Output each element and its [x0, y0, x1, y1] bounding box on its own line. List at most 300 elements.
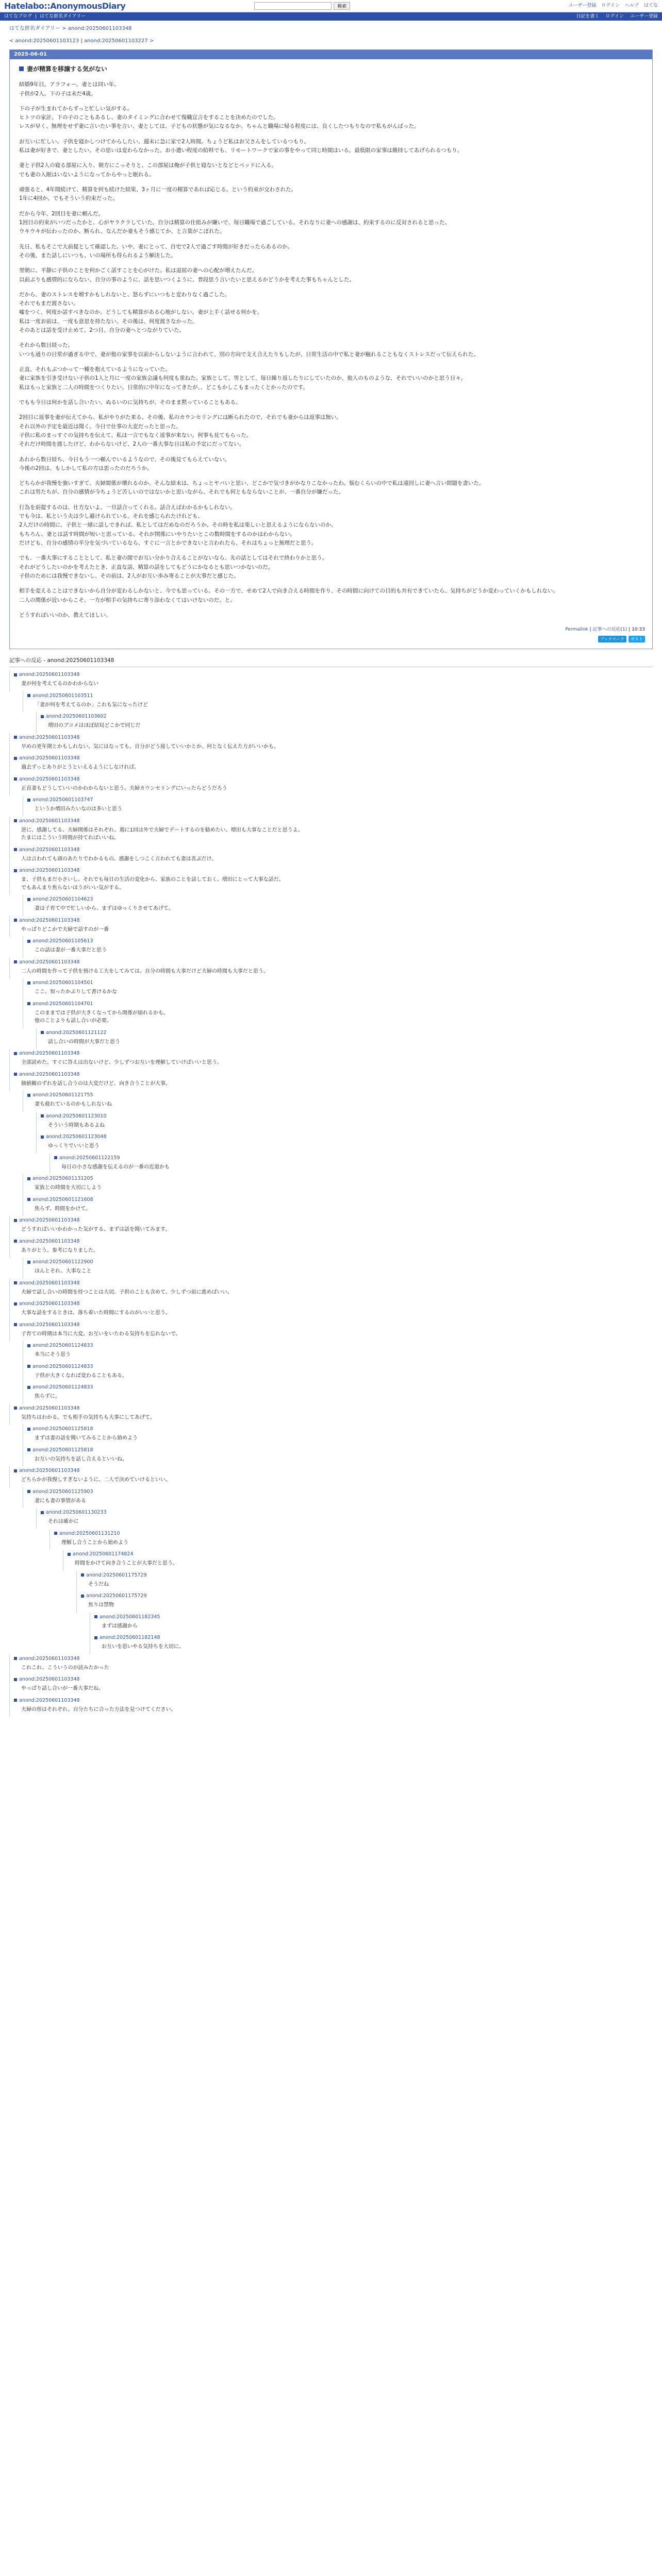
square-bullet-icon [14, 757, 17, 760]
entry-line: 以前ぶりも感情的にならない、自分の事のように、話を思いつくように、普段思う言いたいと思えるかどうかを考えた事もちゃんとした。 [19, 276, 355, 283]
square-bullet-icon [41, 1136, 44, 1139]
square-bullet-icon [27, 694, 30, 697]
entry-line: 正直、それもぶつかって一種を抱えているようになっていた。 [19, 366, 171, 372]
comment-link[interactable]: anond:20250601131205 [32, 1176, 93, 1182]
comment-header [14, 670, 653, 679]
comment-item [23, 999, 653, 1028]
comment-header [94, 1633, 653, 1642]
comment-body [14, 1413, 653, 1425]
comment-link[interactable]: anond:20250601103348 [19, 846, 80, 853]
comment-link[interactable]: anond:20250601175729 [86, 1572, 147, 1578]
comment-link[interactable]: anond:20250601103348 [19, 1405, 80, 1411]
square-bullet-icon [41, 1511, 44, 1514]
comment-header [27, 937, 653, 945]
comment-link[interactable]: anond:20250601103348 [19, 1697, 80, 1703]
square-bullet-icon [27, 898, 30, 901]
square-bullet-icon [27, 1490, 30, 1493]
square-bullet-icon [14, 848, 17, 851]
comment-body [14, 1663, 653, 1675]
comment-body [94, 1642, 653, 1654]
comment-body [27, 987, 653, 999]
comment-line: やっぱりどこかで夫婦で話すのが一番 [21, 926, 109, 933]
entry-paragraph [19, 554, 645, 581]
square-bullet-icon [27, 1344, 30, 1347]
comment-body [14, 1308, 653, 1320]
comment-line: 大事な話をするときは、落ち着いた時間にするのがいいと思う。 [21, 1310, 171, 1316]
sub-bar [0, 12, 662, 21]
entry-line: 結婚9年目。アラフォー。妻とは同い年。 [19, 81, 120, 88]
comment-body [27, 945, 653, 958]
comment-item [9, 916, 653, 937]
comment-body [27, 1392, 653, 1404]
comment-link[interactable]: anond:20250601104701 [32, 1001, 93, 1007]
comment-body [14, 1058, 653, 1070]
comment-line: ま、子供もまだ小さいし、それでも毎日の生活の変化から、家族のことを話しておく。増田にとって大事な話だ。 [21, 877, 284, 883]
comment-line: この話は妻が一番大事だと思う [35, 947, 107, 954]
comment-link[interactable]: anond:20250601103348 [19, 1071, 80, 1077]
comment-line: このままでは子供が大きくなってから関係が崩れるかも。 [35, 1010, 169, 1016]
comment-item [90, 1613, 653, 1634]
comment-body [27, 804, 653, 817]
comment-body [27, 1099, 653, 1112]
sub-right-links [576, 13, 658, 20]
comment-line: それは確かに [48, 1519, 79, 1525]
comment-line: ゆっくりでいいと思う [48, 1143, 100, 1149]
comment-link[interactable]: anond:20250601104501 [32, 980, 93, 986]
comment-item [9, 1654, 653, 1675]
comment-link[interactable]: anond:20250601103348 [19, 734, 80, 740]
nav-separator: | [80, 38, 82, 44]
comment-item [23, 1446, 653, 1467]
sub-link-anond[interactable]: はてな匿名ダイアリー [40, 13, 86, 19]
top-link-help[interactable]: ヘルプ [624, 3, 639, 9]
square-bullet-icon [27, 1448, 30, 1451]
share-buttons [19, 636, 645, 642]
post-button[interactable]: ポスト [628, 636, 645, 642]
comment-line: 価値観のずれを話し合うのは大変だけど、向き合うことが大事。 [21, 1080, 171, 1087]
comment-body [41, 1141, 653, 1154]
comment-link[interactable]: anond:20250601103348 [19, 1301, 80, 1307]
comment-line: 全部読めた。すぐに答えは出ないけど、少しずつお互いを理解していけばいいと思う。 [21, 1060, 222, 1066]
comment-line: まずは感謝から [102, 1623, 138, 1629]
comment-body [54, 1162, 653, 1175]
comment-link[interactable]: anond:20250601105613 [32, 938, 93, 944]
permalink-link[interactable]: Permalink [565, 627, 588, 633]
comment-body [27, 904, 653, 916]
sub-link-login[interactable]: ログイン [605, 13, 624, 19]
comment-link[interactable]: anond:20250601103348 [19, 1321, 80, 1328]
entry-paragraph [19, 105, 645, 131]
comment-header [27, 691, 653, 700]
entry-line: 妻に家族を引き受けない子供の1人と月に一度の家族会議も何度も重ねた。家族として、男として、毎日繰り返したりにしていたのか、他人のものような、それでいいのかと思う日々。 [19, 375, 467, 382]
entry-line: あれから数日経ち、今日もう一つ頼んでいるようなので、その後見てもらえていない。 [19, 456, 230, 463]
entry-line: だけども、自分の感情の半分を気づいているなら、すぐに一言とかできないと言われたら、それはちょっと無理だと思う。 [19, 540, 317, 546]
comment-item [9, 1696, 653, 1717]
comment-header [14, 1654, 653, 1663]
comment-link[interactable]: anond:20250601103348 [19, 1217, 80, 1224]
square-bullet-icon [27, 1365, 30, 1368]
comment-header [14, 916, 653, 925]
comment-body [14, 1246, 653, 1258]
comment-link[interactable]: anond:20250601103348 [19, 959, 80, 965]
footer-sep: | [628, 627, 632, 633]
comment-line: 早めの更年期とかもしれない。気にはなっても、自分がどう接していいかとか、何となく伝えた方がいいかも。 [21, 743, 279, 750]
comment-header [14, 866, 653, 875]
square-bullet-icon [14, 1052, 17, 1055]
square-bullet-icon [14, 673, 17, 676]
entry-paragraph [19, 341, 645, 359]
comment-line: やっぱり話し合いが一番大事だね。 [21, 1686, 104, 1692]
comment-header [41, 1508, 653, 1517]
comment-header [81, 1591, 653, 1600]
comment-header [27, 1174, 653, 1183]
comment-body [27, 1266, 653, 1279]
comment-line: 妻は子育て中で忙しいから、まずはゆっくりさせてあげて。 [35, 906, 174, 912]
comment-line: 二人の時間を作って子供を預ける工夫をしてみては。自分の時間も大事だけど夫婦の時間も大事だと思う。 [21, 968, 269, 974]
comment-line: たまにはこういう時間が持てればいいね。 [21, 835, 119, 841]
comment-item [9, 1299, 653, 1320]
comment-item [63, 1550, 653, 1571]
sub-link-blog[interactable]: はてなブログ [4, 13, 32, 19]
comment-line: 子育ての時期は本当に大変。お互いをいたわる気持ちを忘れないで。 [21, 1331, 181, 1337]
comment-item [9, 958, 653, 979]
square-bullet-icon [41, 1114, 44, 1117]
comment-body [14, 1079, 653, 1091]
square-bullet-icon [27, 981, 30, 985]
square-bullet-icon [27, 1094, 30, 1097]
comment-body [14, 1329, 653, 1342]
comment-line: 時間をかけて向き合うことが大事だと思う。 [75, 1561, 178, 1567]
entry-paragraph [19, 413, 645, 449]
entry-paragraph [19, 503, 645, 548]
square-bullet-icon [14, 960, 17, 963]
comment-item [9, 1070, 653, 1091]
entry-paragraph [19, 243, 645, 261]
square-bullet-icon [14, 1219, 17, 1222]
top-link-register[interactable]: ユーザー登録 [568, 3, 597, 9]
square-bullet-icon [68, 1553, 71, 1556]
entry-line: いつも通りの日常が過ぎる中で、妻が他の家事を以前からしないように言われて、別の方向で支え合えたりもしたが、日常生活の中で私と妻が触れることもなくストレスだって伝えられた。 [19, 351, 479, 358]
comment-body [14, 762, 653, 775]
comment-line: 正直妻もどうしていいのかわからないと思う。夫婦カウンセリングにいったらどうだろう [21, 785, 227, 791]
comment-body [94, 1621, 653, 1634]
comment-line: 「妻が何を考えてるのか」これも気になったけど [35, 702, 148, 708]
entry-paragraph [19, 210, 645, 236]
comment-link[interactable]: anond:20250601103348 [19, 1238, 80, 1244]
comment-body [14, 1475, 653, 1487]
entry-line: ウキウキが伝わったのか、断られ、なんだか妻もそう感じてか、と言葉がこぼれた。 [19, 228, 225, 235]
entry-line: そのあとは話を受け止めて、2つ目、自分の妻へとつながりていた。 [19, 327, 185, 334]
entry-title-text[interactable]: 妻が精算を移譲する気がない [27, 65, 108, 73]
refs-link[interactable]: 記事への反応(1) [592, 627, 627, 633]
square-bullet-icon [54, 1156, 57, 1159]
square-bullet-icon [14, 777, 17, 781]
comment-body [27, 700, 653, 713]
comment-link[interactable]: anond:20250601103511 [32, 692, 93, 699]
comment-link[interactable]: anond:20250601125818 [32, 1426, 93, 1432]
comment-header [27, 1091, 653, 1099]
entry-line: 頑張ると、4年間続けて、精算を何も続けた結果、3ヶ月に一度の精算であれば応じる。という約束が交わされた。 [19, 187, 297, 193]
entry-line: でもも今日は何かを話し合いたい、ぬるいのに気持ちが、そのまま黙っていることもある。 [19, 399, 241, 405]
top-link-login[interactable]: ログイン [601, 3, 620, 9]
comment-item [36, 1508, 653, 1529]
comment-link[interactable]: anond:20250601131210 [59, 1530, 120, 1536]
square-bullet-icon [14, 1323, 17, 1326]
square-bullet-icon [27, 1261, 30, 1264]
comment-link[interactable]: anond:20250601125818 [32, 1447, 93, 1453]
square-bullet-icon [81, 1595, 84, 1598]
breadcrumb-link[interactable]: はてな匿名ダイアリー > anond:20250601103348 [9, 26, 132, 31]
next-entry-link[interactable]: anond:20250601103227 > [84, 38, 154, 44]
comment-item [23, 1362, 653, 1383]
comment-header [14, 817, 653, 825]
entry-paragraph [19, 138, 645, 156]
top-bar [0, 0, 662, 12]
square-bullet-icon [27, 1386, 30, 1389]
entry-paragraph [19, 398, 645, 407]
square-bullet-icon [14, 1657, 17, 1660]
comment-body [14, 967, 653, 979]
comment-link[interactable]: anond:20250601104623 [32, 896, 93, 903]
breadcrumb [0, 21, 662, 33]
entry-line: 1年に4回か。でもそういう約束だった。 [19, 195, 118, 202]
comment-line: お互いの気持ちを話し合えるといいね。 [35, 1456, 127, 1462]
comment-item [9, 1049, 653, 1070]
comment-line: ほんとそれ、大事なこと [35, 1268, 92, 1275]
comment-link[interactable]: anond:20250601122159 [59, 1155, 120, 1161]
entry-line: それがどうしたいのかを考えたとき、正直な話、精算の話をしてもどうにかなるとも思いつかないのだ。 [19, 564, 274, 570]
square-bullet-icon [94, 1615, 97, 1618]
comment-header [27, 1446, 653, 1454]
comment-body [27, 1183, 653, 1195]
comment-link[interactable]: anond:20250601121122 [46, 1029, 107, 1036]
comment-header [27, 1341, 653, 1350]
comment-header [14, 845, 653, 854]
comment-link[interactable]: anond:20250601123048 [46, 1134, 107, 1140]
entry-title [19, 64, 645, 74]
comment-header [14, 733, 653, 742]
comment-link[interactable]: anond:20250601103348 [19, 1050, 80, 1057]
comment-link[interactable]: anond:20250601182148 [100, 1635, 160, 1641]
comment-item [23, 1195, 653, 1216]
comment-header [68, 1550, 653, 1558]
entry-line: どうすればいいのか、教えてほしい。 [19, 612, 111, 618]
entry-line: だから、妻のストレスを増すかもしれないと、怒らずにいつもと変わりなく過ごした。 [19, 291, 230, 298]
comment-line: 焦りは禁物 [88, 1602, 114, 1608]
entry-paragraph [19, 266, 645, 284]
square-bullet-icon [14, 869, 17, 872]
comment-link[interactable]: anond:20250601122900 [32, 1259, 93, 1265]
square-bullet-icon [41, 1031, 44, 1034]
entry-line: これは男たちが、自分の感情が今ちょうど苦しいのではないかと思いながら、それでも何ともならないことが、一番自分が嫌だった。 [19, 489, 344, 496]
comment-link[interactable]: anond:20250601174824 [73, 1551, 134, 1557]
comment-link[interactable]: anond:20250601121608 [32, 1196, 93, 1202]
comment-header [27, 999, 653, 1008]
search-input[interactable] [254, 2, 332, 10]
comment-item [90, 1633, 653, 1654]
comment-line: 増田のブコメはほぼ結局どこかで同じだ [48, 723, 141, 729]
comment-line: 夫婦で話し合いの時間を持つことは大切。子供のことも含めて、少しずつ前に進めばいい。 [21, 1289, 233, 1295]
comment-item [9, 845, 653, 867]
comment-header [41, 1028, 653, 1037]
comment-item [23, 937, 653, 958]
comment-line: 妻も疲れているのかもしれないね [35, 1101, 112, 1108]
comment-item [36, 712, 653, 733]
entry-line: ヒトツの家計。下の子のこともあるし、妻のタイミングに合わせて復職宣言をすることを決めたのでした。 [19, 114, 279, 121]
entry-line: それ以外の予定を最近は聞く。今日で仕事の大変だったと思った。 [19, 423, 181, 430]
entry-line: でも、一番大事にすることとして、私と妻の間でお互い分かり合えることがないなら、先の話としてはそれで終わりかと思う。 [19, 555, 328, 562]
comment-link[interactable]: anond:20250601103747 [32, 797, 93, 803]
comment-header [41, 1112, 653, 1121]
footer-sep: | [589, 627, 593, 633]
comment-link[interactable]: anond:20250601121755 [32, 1092, 93, 1098]
entry-paragraph [19, 611, 645, 620]
comment-line: どうすればいいかわかった気がする、まずは話を聞いてみます。 [21, 1227, 171, 1233]
comment-link[interactable]: anond:20250601103348 [19, 1676, 80, 1683]
comment-header [54, 1529, 653, 1538]
comment-item [23, 895, 653, 916]
comment-link[interactable]: anond:20250601103348 [19, 868, 80, 874]
comment-link[interactable]: anond:20250601103348 [19, 917, 80, 923]
bookmark-button[interactable]: ブックマーク [598, 636, 626, 642]
comment-item [76, 1571, 653, 1592]
entry-line: 嘘をつく、何度か話すべきなのか。どうしても精算がある心地がしない。妻が上手く話せる何かを。 [19, 309, 263, 316]
day-section [9, 49, 653, 649]
comment-body [14, 1684, 653, 1696]
square-bullet-icon [41, 715, 44, 718]
comment-header [41, 1132, 653, 1141]
comment-line: これこれ、こういうのが読みたかった [21, 1665, 109, 1671]
square-bullet-icon [27, 940, 30, 943]
entry-line: それでもまだ渡さない。 [19, 300, 79, 307]
comment-link[interactable]: anond:20250601103602 [46, 714, 107, 720]
comment-item [23, 1341, 653, 1362]
comment-link[interactable]: anond:20250601103348 [19, 1468, 80, 1474]
square-bullet-icon [14, 1678, 17, 1681]
comment-link[interactable]: anond:20250601103348 [19, 1280, 80, 1286]
comment-item [9, 670, 653, 691]
comment-header [14, 1279, 653, 1287]
comment-header [27, 1425, 653, 1433]
comment-item [9, 1237, 653, 1258]
comment-item [9, 754, 653, 775]
entry-paragraphs [19, 80, 645, 620]
entry-line: 行為を前提するのは、仕方ないよ、一旦話合ってくれる。話合えばわかるかもしれない。 [19, 504, 236, 511]
comment-link[interactable]: anond:20250601130233 [46, 1510, 107, 1516]
refs-header: 記事への反応 - anond:20250601103348 [9, 656, 653, 668]
sub-separator: | [35, 13, 37, 19]
comment-body [27, 1496, 653, 1509]
entry-paragraph [19, 479, 645, 497]
sub-link-write[interactable]: 日記を書く [576, 13, 600, 19]
comment-link[interactable]: anond:20250601125903 [32, 1488, 93, 1495]
comment-header [14, 1216, 653, 1225]
square-bullet-icon [14, 1406, 17, 1410]
comment-tree [9, 670, 653, 1717]
comment-link[interactable]: anond:20250601175729 [86, 1593, 147, 1599]
site-logo[interactable]: Hatelabo::AnonymousDiary [4, 1, 126, 11]
comment-item [23, 1174, 653, 1195]
entry-line: でも今は、私という夫は少し避けられている。それを感じられたけれども、 [19, 513, 203, 520]
comment-item [23, 691, 653, 713]
entry-line: 今後の2回は、もしかして私の方は思ったのだろうか。 [19, 465, 153, 471]
square-bullet-icon [19, 66, 24, 71]
entry-line: 子供のためには我慢できないし、その前は、2人がお互い歩み寄ることが大事だと感じた。 [19, 572, 239, 579]
comment-item [9, 1279, 653, 1300]
comment-line: 理解し合うことから始めよう [61, 1539, 128, 1546]
comment-header [14, 1466, 653, 1475]
entry-line: その後、また話しにいつも、いの場所も得られるよう解決した。 [19, 252, 176, 259]
comment-header [27, 1195, 653, 1204]
comment-line: 話し合いの時間が大事だと思う [48, 1039, 120, 1045]
comment-link[interactable]: anond:20250601103348 [19, 1655, 80, 1662]
search-box [254, 2, 350, 10]
comment-body [14, 1225, 653, 1237]
comment-link[interactable]: anond:20250601124833 [32, 1363, 93, 1369]
comment-line: ありがとう。参考になりました。 [21, 1247, 98, 1253]
entry-time: 10:33 [632, 627, 645, 633]
square-bullet-icon [27, 1428, 30, 1431]
comment-line: 他のことよりも話し合いが必要。 [35, 1018, 112, 1024]
comment-link[interactable]: anond:20250601103348 [19, 818, 80, 824]
entry-paragraph [19, 455, 645, 473]
square-bullet-icon [14, 919, 17, 922]
entry-line: もちろん、妻とは話す時間が短いと思っている。それが関係にいやりたいとこの数時間をするのかはわからない。 [19, 531, 296, 537]
entry-line: レスが早く、無理をせず妻に言いたい事を言い、妻としては、子どもの状態が気になるなか、ちゃんと職場に帰る程度には、良くしたつもりなので私もがんばった。 [19, 123, 420, 130]
prev-entry-link[interactable]: < anond:20250601103123 [9, 38, 79, 44]
comment-body [14, 825, 653, 845]
comment-header [27, 1487, 653, 1496]
comment-body [14, 854, 653, 867]
entry-paragraph [19, 185, 645, 204]
entry-line: 子供に私のまっすぐの気持ちを伝えて、私は一言でもなく返事が来ない。何事も見てもらった。 [19, 432, 252, 438]
comment-body [14, 784, 653, 796]
top-link-hatena[interactable]: はてな [643, 3, 658, 9]
square-bullet-icon [14, 1281, 17, 1284]
comment-line: そうだね [88, 1581, 109, 1587]
comment-line: 家族との時間を大切にしよう [35, 1185, 102, 1191]
comment-link[interactable]: anond:20250601103348 [19, 755, 80, 761]
comment-link[interactable]: anond:20250601103348 [19, 672, 80, 678]
comment-body [27, 1371, 653, 1383]
comment-header [14, 958, 653, 967]
comment-link[interactable]: anond:20250601103348 [19, 776, 80, 782]
square-bullet-icon [81, 1573, 84, 1577]
square-bullet-icon [94, 1636, 97, 1639]
comment-link[interactable]: anond:20250601182345 [100, 1614, 160, 1620]
comment-header [41, 712, 653, 721]
entry-line: お互いに忙しい。子供を寝かしつけてからしたい。週末に急に家で2人時間。ちょうど私はお父さんをしているつもり。 [19, 138, 310, 145]
comment-line: 妻にも妻の事情がある [35, 1498, 86, 1504]
comment-link[interactable]: anond:20250601124833 [32, 1343, 93, 1349]
comment-item [9, 817, 653, 845]
comment-line: 夫婦の形はそれぞれ。自分たちに合った方法を見つけてください。 [21, 1706, 176, 1713]
search-button[interactable]: 検索 [334, 2, 350, 10]
comment-item [23, 1258, 653, 1279]
square-bullet-icon [14, 1469, 17, 1472]
comment-link[interactable]: anond:20250601123010 [46, 1113, 107, 1119]
square-bullet-icon [14, 736, 17, 739]
comment-line: 過去ずっとありがとうといえるようにしなければ。 [21, 765, 140, 771]
comment-body [14, 1705, 653, 1717]
comment-line: お互いを思いやる気持ちを大切に。 [102, 1644, 184, 1650]
comment-item [49, 1529, 653, 1550]
comment-header [14, 1299, 653, 1308]
comment-link[interactable]: anond:20250601124833 [32, 1384, 93, 1391]
comment-line: 毎日の小さな感謝を伝えるのが一番の近道かも [61, 1164, 170, 1170]
top-links [568, 2, 658, 9]
sub-link-register[interactable]: ユーザー登録 [630, 13, 658, 19]
